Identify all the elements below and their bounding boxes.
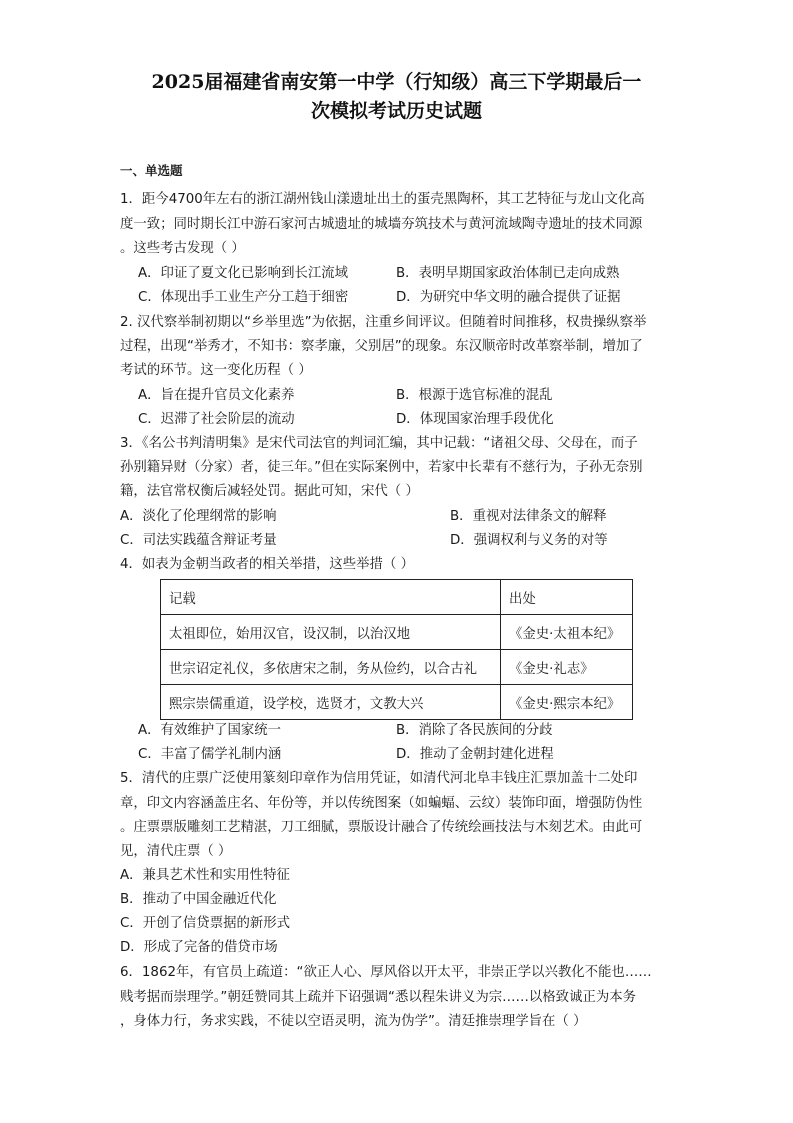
q5-stem-line: 章，印文内容涵盖庄名、年份等，并以传统图案（如蝙蝠、云纹）装饰印面，增强防伪性 — [120, 796, 643, 811]
q2-option-d[interactable]: D．体现国家治理手段优化 — [396, 412, 554, 427]
q3-stem-line: 3．《名公书判清明集》是宋代司法官的判词汇编，其中记载：“诸祖父母、父母在，而子 — [120, 436, 638, 451]
q3-option-d[interactable]: D．强调权利与义务的对等 — [450, 533, 608, 548]
q4-option-c[interactable]: C．丰富了儒学礼制内涵 — [138, 747, 282, 762]
q2-option-a[interactable]: A．旨在提升官员文化素养 — [138, 388, 295, 403]
table-cell: 世宗诏定礼仪，多依唐宋之制，务从俭约，以合古礼 — [161, 650, 501, 685]
table-cell: 《金史·礼志》 — [501, 650, 633, 685]
q2-option-c[interactable]: C．迟滞了社会阶层的流动 — [138, 412, 295, 427]
q1-option-d[interactable]: D．为研究中华文明的融合提供了证据 — [396, 290, 621, 305]
table-cell: 《金史·熙宗本纪》 — [501, 685, 633, 720]
table-row — [161, 685, 633, 720]
table-header-cell: 出处 — [501, 580, 633, 615]
q5-stem-line: 见，清代庄票（ ） — [120, 844, 232, 859]
exam-title-line2: 次模拟考试历史试题 — [310, 100, 482, 122]
table-cell: 《金史·太祖本纪》 — [501, 615, 633, 650]
table-header-cell: 记载 — [161, 580, 501, 615]
q5-option-c[interactable]: C．开创了信贷票据的新形式 — [120, 916, 291, 931]
table-cell: 熙宗崇儒重道，设学校，选贤才，文教大兴 — [161, 685, 501, 720]
q1-stem-line: 1．距今4700年左右的浙江湖州钱山漾遗址出土的蛋壳黑陶杯，其工艺特征与龙山文化高 — [120, 192, 645, 207]
q4-table — [160, 579, 633, 720]
q1-option-a[interactable]: A．印证了夏文化已影响到长江流域 — [138, 266, 349, 281]
q3-stem-line: 孙别籍异财（分家）者，徒三年。”但在实际案例中，若家中长辈有不慈行为，子孙无奈别 — [120, 460, 643, 475]
q6-stem-line: ，身体力行，务求实践，不徒以空语灵明，流为伪学”。清廷推崇理学旨在（ ） — [120, 1014, 587, 1029]
q6-stem-line: 贱考据而崇理学。”朝廷赞同其上疏并下诏强调“悉以程朱讲义为宗……以格致诚正为本务 — [120, 990, 637, 1005]
q4-stem-line: 4．如表为金朝当政者的相关举措，这些举措（ ） — [120, 557, 414, 572]
q4-option-d[interactable]: D．推动了金朝封建化进程 — [396, 747, 554, 762]
q1-stem-line: 度一致；同时期长江中游石家河古城遗址的城墙夯筑技术与黄河流域陶寺遗址的技术同源 — [120, 217, 643, 232]
q3-option-b[interactable]: B．重视对法律条文的解释 — [450, 509, 607, 524]
q2-stem-line: 过程，出现“举秀才，不知书：察孝廉，父别居”的现象。东汉顺帝时改革察举制，增加了 — [120, 339, 643, 354]
q1-option-b[interactable]: B．表明早期国家政治体制已走向成熟 — [396, 266, 620, 281]
q6-stem-line: 6．1862年，有官员上疏道：“欲正人心、厚风俗以开太平，非崇正学以兴教化不能也…… — [120, 965, 652, 980]
q5-option-a[interactable]: A．兼具艺术性和实用性特征 — [120, 868, 290, 883]
q3-option-a[interactable]: A．淡化了伦理纲常的影响 — [120, 509, 277, 524]
q5-stem-line: 。庄票票版雕刻工艺精湛，刀工细腻，票版设计融合了传统绘画技法与木刻艺术。由此可 — [120, 820, 643, 835]
exam-title-line1: 2025届福建省南安第一中学（行知级）高三下学期最后一 — [151, 71, 642, 93]
q3-stem-line: 籍，法官常权衡后减轻处罚。据此可知，宋代（ ） — [120, 484, 419, 499]
q2-option-b[interactable]: B．根源于选官标准的混乱 — [396, 388, 553, 403]
table-row — [161, 650, 633, 685]
table-cell: 太祖即位，始用汉官，设汉制，以治汉地 — [161, 615, 501, 650]
q3-option-c[interactable]: C．司法实践蕴含辩证考量 — [120, 533, 277, 548]
q1-option-c[interactable]: C．体现出手工业生产分工趋于细密 — [138, 290, 349, 305]
q5-option-b[interactable]: B．推动了中国金融近代化 — [120, 892, 277, 907]
section-heading: 一、单选题 — [120, 163, 183, 178]
q2-stem-line: 考试的环节。这一变化历程（ ） — [120, 363, 312, 378]
exam-title — [0, 68, 793, 126]
table-row — [161, 615, 633, 650]
q5-option-d[interactable]: D．形成了完备的借贷市场 — [120, 940, 278, 955]
q5-stem-line: 5．清代的庄票广泛使用篆刻印章作为信用凭证，如清代河北阜丰钱庄汇票加盖十二处印 — [120, 771, 638, 786]
q2-stem-line: 2. 汉代察举制初期以“乡举里选”为依据，注重乡间评议。但随着时间推移，权贵操纵察举 — [120, 315, 647, 330]
q1-stem-line: 。这些考古发现（ ） — [120, 241, 245, 256]
table-header-row — [161, 580, 633, 615]
q4-option-b[interactable]: B．消除了各民族间的分歧 — [396, 723, 553, 738]
q4-option-a[interactable]: A．有效维护了国家统一 — [138, 723, 282, 738]
